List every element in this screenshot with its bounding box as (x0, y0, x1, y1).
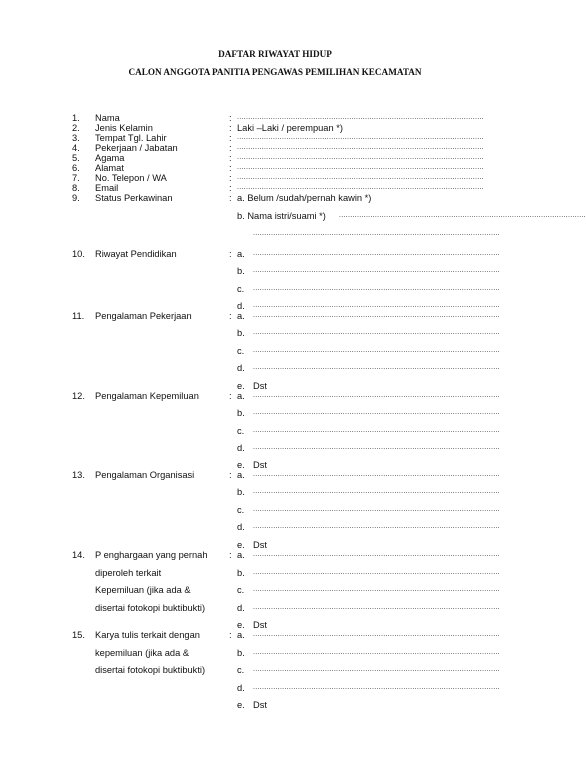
field-number: 7. (72, 173, 80, 183)
fill-line[interactable]: .............................................................................................................. (253, 586, 500, 593)
fill-line[interactable]: .............................................................................................................. (253, 230, 500, 237)
item-letter: a. (237, 391, 245, 401)
fill-line[interactable]: .............................................................................................................. (253, 302, 500, 309)
item-letter: a. (237, 311, 245, 321)
field-label: Alamat (95, 163, 124, 173)
field-label: Pekerjaan / Jabatan (95, 143, 178, 153)
fill-line[interactable]: .............................................................................................................. (237, 144, 484, 151)
field-number: 4. (72, 143, 80, 153)
colon: : (229, 133, 232, 143)
colon: : (229, 311, 232, 321)
item-row (0, 682, 550, 694)
field-label: Status Perkawinan (95, 193, 173, 203)
document-title: DAFTAR RIWAYAT HIDUP (218, 49, 332, 59)
fill-line[interactable]: .............................................................................................................. (253, 551, 500, 558)
colon: : (229, 193, 232, 203)
item-letter: c. (237, 505, 245, 515)
field-number: 6. (72, 163, 80, 173)
fill-line[interactable]: .............................................................................................................. (253, 409, 500, 416)
item-letter: c. (237, 346, 245, 356)
field-number: 9. (72, 193, 80, 203)
field-number: 2. (72, 123, 80, 133)
colon: : (229, 249, 232, 259)
fill-line[interactable]: .............................................................................................................. (237, 154, 484, 161)
item-letter: b. (237, 266, 245, 276)
section-row-karya-tulis (0, 629, 550, 641)
item-letter: d. (237, 301, 245, 311)
item-row-dst (0, 699, 550, 711)
item-letter: e. (237, 700, 245, 710)
section-label-continued: kepemiluan (jika ada & (95, 648, 190, 658)
item-letter: d. (237, 683, 245, 693)
dst-text: Dst (253, 700, 267, 710)
document-subtitle: CALON ANGGOTA PANITIA PENGAWAS PEMILIHAN KECAMATAN (128, 67, 422, 77)
field-label: Agama (95, 153, 125, 163)
fill-line[interactable]: .............................................................................................................. (253, 631, 500, 638)
colon: : (229, 173, 232, 183)
section-label-continued: diperoleh terkait (95, 568, 162, 578)
field-number: 1. (72, 113, 80, 123)
fill-line[interactable]: .............................................................................................................. (253, 471, 500, 478)
item-row (0, 647, 550, 659)
item-letter: d. (237, 603, 245, 613)
fill-line[interactable]: .............................................................................................................. (253, 250, 500, 257)
field-number: 8. (72, 183, 80, 193)
field-label: No. Telepon / WA (95, 173, 167, 183)
item-row (0, 584, 550, 596)
field-number: 5. (72, 153, 80, 163)
fill-line[interactable]: .............................................................................................................. (253, 666, 500, 673)
section-label: Pengalaman Pekerjaan (95, 311, 192, 321)
item-row (0, 327, 550, 339)
section-label: Riwayat Pendidikan (95, 249, 177, 259)
fill-line[interactable]: .............................................................................................................. (253, 329, 500, 336)
section-row-pendidikan (0, 248, 550, 260)
section-number: 11. (72, 311, 85, 321)
fill-line[interactable]: .............................................................................................................. (237, 164, 484, 171)
section-row-penghargaan (0, 549, 550, 561)
fill-line[interactable]: .............................................................................................................. (253, 523, 500, 530)
fill-line[interactable]: .............................................................................................................. (253, 347, 500, 354)
item-row (0, 602, 550, 614)
dst-text: Dst (253, 620, 267, 630)
colon: : (229, 391, 232, 401)
section-number: 13. (72, 470, 85, 480)
section-number: 12. (72, 391, 85, 401)
colon: : (229, 143, 232, 153)
item-letter: e. (237, 540, 245, 550)
item-row (0, 345, 550, 357)
item-letter: d. (237, 522, 245, 532)
item-letter: b. (237, 568, 245, 578)
section-label-continued: Kepemiluan (jika ada & (95, 585, 191, 595)
item-letter: a. (237, 630, 245, 640)
field-label: Jenis Kelamin (95, 123, 153, 133)
item-letter: a. (237, 550, 245, 560)
fill-line[interactable]: .............................................................................................................. (253, 285, 500, 292)
item-letter: e. (237, 620, 245, 630)
item-letter: e. (237, 381, 245, 391)
colon: : (229, 113, 232, 123)
dst-text: Dst (253, 540, 267, 550)
section-label-continued: disertai fotokopi buktibukti) (95, 603, 206, 613)
item-row (0, 567, 550, 579)
item-row (0, 664, 550, 676)
item-letter: c. (237, 585, 245, 595)
section-row-pekerjaan (0, 310, 550, 322)
item-letter: b. (237, 408, 245, 418)
item-letter: b. (237, 648, 245, 658)
item-letter: d. (237, 363, 245, 373)
colon: : (229, 183, 232, 193)
fill-line[interactable]: .............................................................................................................. (253, 684, 500, 691)
fill-line[interactable]: .............................................................................................................. (253, 488, 500, 495)
item-row (0, 283, 550, 295)
fill-line[interactable]: .............................................................................................................. (253, 649, 500, 656)
section-label-continued: disertai fotokopi buktibukti) (95, 665, 206, 675)
fill-line[interactable]: .............................................................................................................. (237, 184, 484, 191)
fill-line[interactable]: .............................................................................................................. (253, 267, 500, 274)
item-letter: e. (237, 460, 245, 470)
fill-line[interactable]: .............................................................................................................. (253, 312, 500, 319)
field-value: a. Belum /sudah/pernah kawin *) (237, 193, 372, 203)
item-row (0, 362, 550, 374)
fill-line[interactable]: .............................................................................................................. (253, 569, 500, 576)
colon: : (229, 123, 232, 133)
item-row (0, 407, 550, 419)
item-letter: a. (237, 470, 245, 480)
item-letter: c. (237, 284, 245, 294)
item-row (0, 504, 550, 516)
section-label: Karya tulis terkait dengan (95, 630, 200, 640)
section-number: 15. (72, 630, 85, 640)
fill-line[interactable]: .............................................................................................................. (237, 114, 484, 121)
field-label: Email (95, 183, 119, 193)
dst-text: Dst (253, 460, 267, 470)
section-label: Pengalaman Kepemiluan (95, 391, 199, 401)
spouse-continuation-row (0, 228, 550, 240)
item-row (0, 425, 550, 437)
item-row (0, 442, 550, 454)
spouse-row (0, 210, 586, 222)
colon: : (229, 630, 232, 640)
fill-line[interactable]: .............................................................................................................. (253, 604, 500, 611)
colon: : (229, 153, 232, 163)
field-label: Nama (95, 113, 120, 123)
section-row-kepemiluan (0, 390, 550, 402)
item-letter: c. (237, 665, 245, 675)
item-row (0, 486, 550, 498)
colon: : (229, 550, 232, 560)
item-row (0, 265, 550, 277)
section-row-organisasi (0, 469, 550, 481)
colon: : (229, 163, 232, 173)
colon: : (229, 470, 232, 480)
fill-line[interactable]: .............................................................................................................. (253, 392, 500, 399)
spouse-label: b. Nama istri/suami *) (237, 211, 326, 221)
section-number: 14. (72, 550, 85, 560)
item-letter: a. (237, 249, 245, 259)
fill-line[interactable]: .............................................................................................................. (253, 427, 500, 434)
fill-line[interactable]: .............................................................................................................. (253, 364, 500, 371)
field-number: 3. (72, 133, 80, 143)
fill-line[interactable]: .............................................................................................................. (237, 174, 484, 181)
section-label: Pengalaman Organisasi (95, 470, 195, 480)
fill-line[interactable]: .............................................................................................................. (253, 506, 500, 513)
section-number: 10. (72, 249, 85, 259)
field-label: Tempat Tgl. Lahir (95, 133, 167, 143)
item-letter: c. (237, 426, 245, 436)
item-letter: b. (237, 328, 245, 338)
item-row (0, 521, 550, 533)
fill-line[interactable]: .............................................................................................................. (339, 212, 586, 219)
fill-line[interactable]: .............................................................................................................. (237, 134, 484, 141)
field-row-status-perkawinan (0, 192, 550, 204)
item-letter: b. (237, 487, 245, 497)
fill-line[interactable]: .............................................................................................................. (253, 444, 500, 451)
field-value: Laki –Laki / perempuan *) (237, 123, 343, 133)
section-label: P enghargaan yang pernah (95, 550, 208, 560)
item-letter: d. (237, 443, 245, 453)
dst-text: Dst (253, 381, 267, 391)
